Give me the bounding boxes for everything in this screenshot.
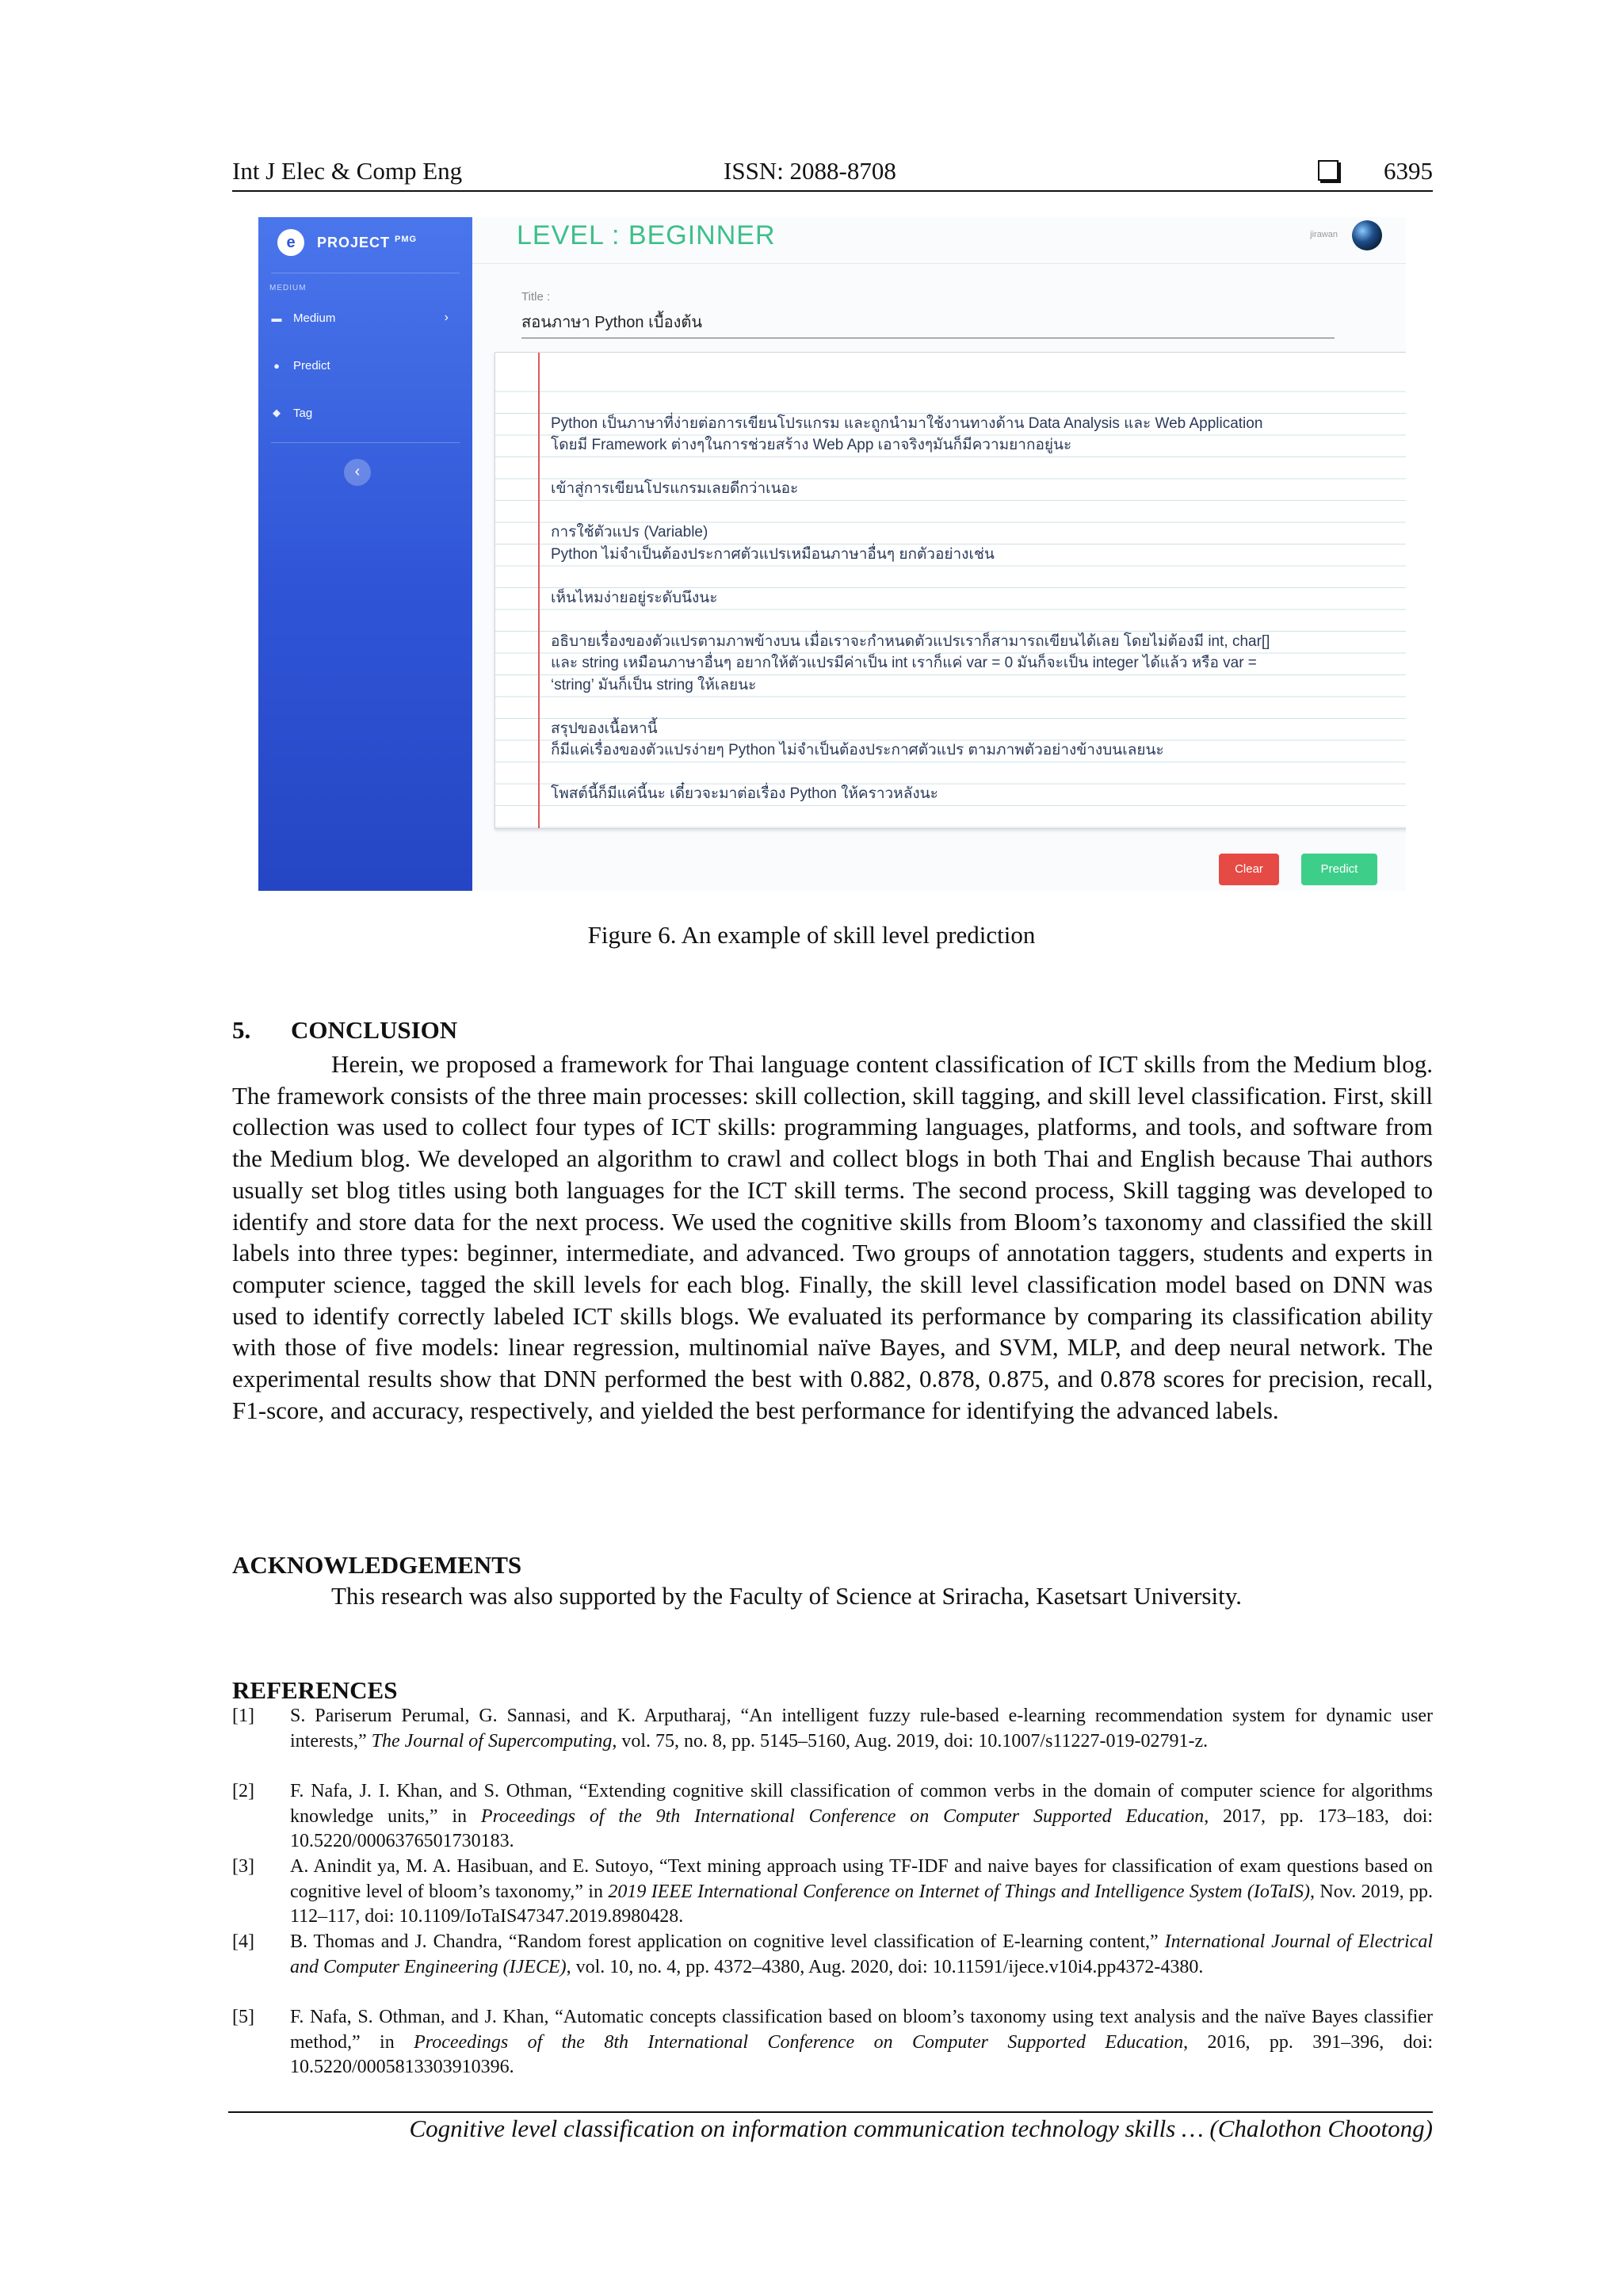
content-textarea[interactable] (495, 352, 1406, 829)
references-heading: REFERENCES (232, 1676, 398, 1704)
topbar-divider (472, 263, 1406, 264)
brand-name: PROJECT $^{PMG}$ (317, 234, 418, 250)
margin-line (538, 353, 540, 828)
reference-item: [1] S. Pariserum Perumal, G. Sannasi, and K. Arputharaj, “An intelligent fuzzy rule-based e-learning recommendation system for dynamic user interests,” The Journal of Supercomputing, vol. 75, no. 8, pp. 5145–5160, Aug. 2019, doi: 10.1007/s11227-019-02791-z. (232, 1706, 1433, 1752)
section-heading: 5. CONCLUSION (232, 1016, 458, 1044)
content-line: และ string เหมือนภาษาอื่นๆ อยากให้ตัวแปรมีค่าเป็น int เราก็แค่ var = 0 มันก็จะเป็น integer ได้แล้ว หรือ var = (551, 655, 1257, 671)
folder-icon: ▬ (271, 311, 282, 324)
content-line: โพสต์นี้ก็มีแค่นี้นะ เดี๋ยวจะมาต่อเรื่อง Python ให้คราวหลังนะ (551, 785, 938, 802)
square-icon (1318, 160, 1338, 181)
sidebar-item-label: Tag (293, 406, 313, 420)
avatar[interactable] (1352, 220, 1382, 250)
content-line: ก็มีแค่เรื่องของตัวแปรง่ายๆ Python ไม่จำเป็นต้องประกาศตัวแปร ตามภาพตัวอย่างข้างบนเลยนะ (551, 742, 1164, 758)
journal-name: Int J Elec & Comp Eng (232, 157, 463, 185)
content-line (551, 696, 1406, 718)
issn: ISSN: 2088-8708 (724, 157, 896, 185)
clear-button[interactable]: Clear (1219, 854, 1279, 885)
chevron-right-icon: › (444, 311, 449, 324)
content-line: การใช้ตัวแปร (Variable) (551, 524, 708, 541)
content-line: อธิบายเรื่องของตัวแปรตามภาพข้างบน เมื่อเราจะกำหนดตัวแปรเราก็สามารถเขียนได้เลย โดยไม่ต้องมี int, char[] (551, 632, 1270, 650)
sidebar-divider (271, 442, 460, 443)
sidebar-item-medium[interactable] (269, 306, 460, 330)
acknowledgements-text: This research was also supported by the Faculty of Science at Sriracha, Kasetsart University. (331, 1582, 1242, 1610)
sidebar-item-label: Predict (293, 358, 330, 372)
brand[interactable] (277, 222, 417, 263)
content-line: โดยมี Framework ต่างๆในการช่วยสร้าง Web App เอาจริงๆมันก็มีความยากอยู่นะ (551, 437, 1072, 453)
sidebar (258, 217, 472, 891)
figure-screenshot (258, 217, 1406, 891)
bulb-icon: ● (273, 359, 280, 372)
reference-item: [2] F. Nafa, J. I. Khan, and S. Othman, “Extending cognitive skill classification of common verbs in the domain of computer science for algorithms knowledge units,” in Proceedings of the 9th International Conference on Computer Supported Education, 2017, pp. 173–183, doi: 10.5220/0006376501730183. (232, 1781, 1433, 1851)
brand-logo-icon: e (277, 229, 304, 256)
username[interactable]: jirawan (1310, 230, 1338, 239)
figure-caption: Figure 6. An example of skill level prediction (587, 921, 1036, 949)
page-number: 6395 (1384, 157, 1433, 185)
content-line: Python เป็นภาษาที่ง่ายต่อการเขียนโปรแกรม และถูกนำมาใช้งานทางด้าน Data Analysis และ Web Application (551, 415, 1263, 432)
content-line (551, 565, 1406, 587)
collapse-sidebar-button[interactable]: ‹ (344, 459, 371, 486)
reference-item: [3] A. Anindit ya, M. A. Hasibuan, and E. Sutoyo, “Text mining approach using TF-IDF and naive bayes for classification of exam questions based on cognitive level of bloom’s taxonomy,” in 2019 IEEE International Conference on Internet of Things and Intelligence System (IoTaIS), Nov. 2019, pp. 112–117, doi: 10.1109/IoTaIS47347.2019.8980428. (232, 1856, 1433, 1927)
sidebar-section-label: MEDIUM (269, 284, 307, 292)
content-line: เข้าสู่การเขียนโปรแกรมเลยดีกว่าเนอะ (551, 480, 799, 497)
reference-item: [5] F. Nafa, S. Othman, and J. Khan, “Automatic concepts classification based on bloom’s taxonomy using text analysis and the naïve Bayes classifier method,” in Proceedings of the 8th International Conference on Computer Supported Education, 2016, pp. 391–396, doi: 10.5220/0005813303910396. (232, 2007, 1434, 2077)
level-title: LEVEL : BEGINNER (517, 220, 776, 250)
content-line (551, 391, 1406, 413)
content-line: สรุปของเนื้อหานี้ (551, 720, 658, 737)
content-line: เห็นไหมง่ายอยู่ระดับนึงนะ (551, 589, 718, 606)
main-panel (472, 217, 1406, 891)
page-footer: Cognitive level classification on information communication technology skills … (Chalothon Chootong) (409, 2115, 1433, 2142)
content-line (551, 762, 1406, 784)
sidebar-item-label: Medium (293, 311, 336, 325)
sidebar-item-predict[interactable] (269, 353, 460, 377)
predict-button[interactable]: Predict (1301, 854, 1377, 885)
sidebar-item-tag[interactable] (269, 401, 460, 425)
content-line: ‘string’ มันก็เป็น string ให้เลยนะ (551, 676, 757, 693)
reference-item: [4] B. Thomas and J. Chandra, “Random forest application on cognitive level classification of E-learning content,” International Journal of Electrical and Computer Engineering (IJECE), vol. 10, no. 4, pp. 4372–4380, Aug. 2020, doi: 10.11591/ijece.v10i4.pp4372-4380. (232, 1931, 1433, 1977)
content-line: Python ไม่จำเป็นต้องประกาศตัวแปรเหมือนภาษาอื่นๆ ยกตัวอย่างเช่น (551, 545, 995, 563)
acknowledgements-heading: ACKNOWLEDGEMENTS (232, 1551, 522, 1579)
content-line (551, 609, 1406, 631)
footer-rule (228, 2111, 1433, 2113)
tag-icon: ◆ (273, 407, 281, 418)
title-label: Title : (521, 290, 551, 304)
conclusion-paragraph: Herein, we proposed a framework for Thai language content classification of ICT skills from the Medium blog. The framework consists of the three main processes: skill collection, skill tagging, and skill level classification. First, skill collection was used to collect four types of ICT skills: programming languages, platforms, and tools, and software from the Medium blog. We developed an algorithm to crawl and collect blogs in both Thai and English because Thai authors usually set blog titles using both languages for the ICT skill terms. The second process, Skill tagging was developed to identify and store data for the next process. We used the cognitive skills from Bloom’s taxonomy and classified the skill labels into three types: beginner, intermediate, and advanced. Two groups of annotation taggers, students and experts in computer science, tagged the skill levels for each blog. Finally, the skill level classification model based on DNN was used to identify correctly labeled ICT skills blogs. We evaluated its performance by comparing its classification ability with those of five models: linear regression, multinomial naïve Bayes, and SVM, MLP, and deep neural network. The experimental results show that DNN performed the best with 0.882, 0.878, 0.875, and 0.878 scores for precision, recall, F1-score, and accuracy, respectively, and yielded the best performance for identifying the advanced labels. (232, 1050, 1433, 1424)
content-line (551, 457, 1406, 479)
content-line (551, 500, 1406, 522)
title-input[interactable]: สอนภาษา Python เบื้องต้น (521, 309, 1335, 338)
content-text (551, 391, 1406, 805)
page-header (232, 155, 1433, 192)
